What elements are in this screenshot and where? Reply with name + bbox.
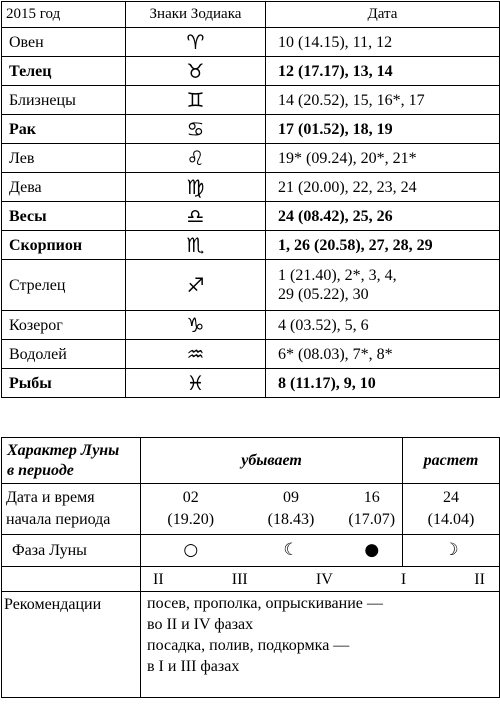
zodiac-row <box>2 57 500 86</box>
moon-phase-row <box>2 535 500 567</box>
zodiac-row <box>2 173 500 202</box>
zodiac-header-row <box>2 2 500 28</box>
zodiac-row <box>2 340 500 369</box>
sign-name: Овен <box>2 28 126 57</box>
period-start: 24 (14.04) <box>403 484 500 535</box>
zodiac-row <box>2 28 500 57</box>
sign-name: Весы <box>2 202 126 231</box>
new-moon-icon: ● <box>342 535 403 567</box>
capricorn-icon: ♑ <box>126 311 266 340</box>
recommendations-text: посев, прополка, опрыскивание — во II и IV фазах посадка, полив, подкормка — в I и III фазах <box>141 592 500 698</box>
sign-dates: 8 (11.17), 9, 10 <box>266 369 500 398</box>
moon-character-row <box>2 438 500 484</box>
sign-name: Близнецы <box>2 86 126 115</box>
sign-dates: 21 (20.00), 22, 23, 24 <box>266 173 500 202</box>
waxing-label: растет <box>403 438 500 484</box>
sign-dates: 17 (01.52), 18, 19 <box>266 115 500 144</box>
sign-name: Телец <box>2 57 126 86</box>
virgo-icon: ♍ <box>126 173 266 202</box>
phase-number-spacer <box>2 567 141 592</box>
sign-dates: 19* (09.24), 20*, 21* <box>266 144 500 173</box>
sign-name: Рыбы <box>2 369 126 398</box>
moon-start-row <box>2 484 500 535</box>
phase-label: Фаза Луны <box>2 535 141 567</box>
sign-dates: 14 (20.52), 15, 16*, 17 <box>266 86 500 115</box>
libra-icon: ♎ <box>126 202 266 231</box>
sagittarius-icon: ♐ <box>126 260 266 311</box>
phase-number: IV <box>315 570 333 588</box>
sign-dates: 10 (14.15), 11, 12 <box>266 28 500 57</box>
moon-character-label: Характер Луны в периоде <box>2 438 141 484</box>
sign-name: Рак <box>2 115 126 144</box>
moon-table <box>1 437 500 698</box>
zodiac-row <box>2 260 500 311</box>
phase-number: III <box>231 570 248 588</box>
phase-number: II <box>153 570 164 588</box>
zodiac-row <box>2 144 500 173</box>
zodiac-row <box>2 115 500 144</box>
date-header: Дата <box>266 2 500 28</box>
zodiac-body <box>2 28 500 398</box>
sign-name: Скорпион <box>2 231 126 260</box>
sign-name: Лев <box>2 144 126 173</box>
gemini-icon: ♊ <box>126 86 266 115</box>
leo-icon: ♌ <box>126 144 266 173</box>
sign-dates: 1 (21.40), 2*, 3, 4, 29 (05.22), 30 <box>266 260 500 311</box>
sign-dates: 24 (08.42), 25, 26 <box>266 202 500 231</box>
zodiac-row <box>2 231 500 260</box>
period-start: 16 (17.07) <box>342 484 403 535</box>
full-moon-icon: ○ <box>141 535 241 567</box>
zodiac-row <box>2 311 500 340</box>
moon-phase-number-row <box>2 567 500 592</box>
recommendations-row <box>2 592 500 698</box>
zodiac-row <box>2 202 500 231</box>
waning-label: убывает <box>141 438 403 484</box>
zodiac-table <box>1 1 500 398</box>
sign-dates: 4 (03.52), 5, 6 <box>266 311 500 340</box>
waxing-moon-icon: ☽ <box>403 535 500 567</box>
waning-moon-icon: ☾ <box>241 535 342 567</box>
zodiac-row <box>2 86 500 115</box>
recommendations-label: Рекомендации <box>2 592 141 698</box>
zodiac-row <box>2 369 500 398</box>
year-header: 2015 год <box>2 2 126 28</box>
sign-name: Дева <box>2 173 126 202</box>
scorpio-icon: ♏ <box>126 231 266 260</box>
phase-number: II <box>474 570 485 588</box>
pisces-icon: ♓ <box>126 369 266 398</box>
cancer-icon: ♋ <box>126 115 266 144</box>
phase-numbers <box>141 567 500 592</box>
sign-dates: 12 (17.17), 13, 14 <box>266 57 500 86</box>
sign-dates: 1, 26 (20.58), 27, 28, 29 <box>266 231 500 260</box>
start-label: Дата и время начала периода <box>2 484 141 535</box>
sign-dates: 6* (08.03), 7*, 8* <box>266 340 500 369</box>
period-start: 02 (19.20) <box>141 484 241 535</box>
sign-name: Водолей <box>2 340 126 369</box>
sign-name: Козерог <box>2 311 126 340</box>
aquarius-icon: ♒ <box>126 340 266 369</box>
taurus-icon: ♉ <box>126 57 266 86</box>
sign-name: Стрелец <box>2 260 126 311</box>
signs-header: Знаки Зодиака <box>126 2 266 28</box>
aries-icon: ♈ <box>126 28 266 57</box>
phase-number: I <box>400 570 407 588</box>
period-start: 09 (18.43) <box>241 484 342 535</box>
